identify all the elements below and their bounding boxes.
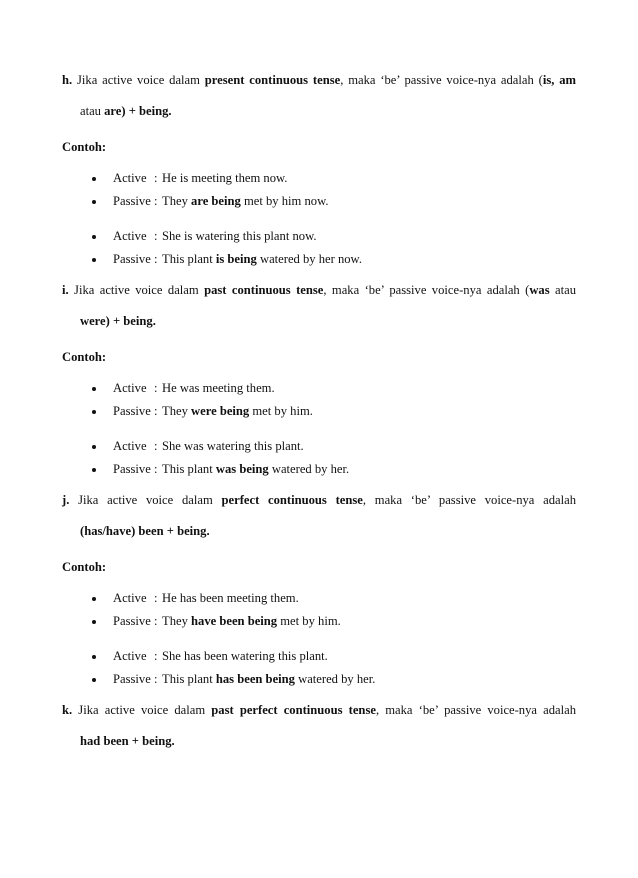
section-letter: j. [62,493,70,507]
text-run: He is meeting them now. [162,171,288,185]
bullet-icon [92,235,96,239]
section-heading-continuation [80,734,175,748]
example-sentence [162,404,313,418]
example-label: Active [113,229,147,243]
bold-text-run: have been being [191,614,278,628]
example-separator: : [154,404,158,418]
text-run: This plant [162,252,216,266]
example-sentence [162,252,362,266]
example-label: Active [113,649,147,663]
example-label: Active [113,439,147,453]
bullet-icon [92,258,96,262]
bold-text-run: were being [191,404,250,418]
example-label: Passive [113,252,151,266]
bullet-icon [92,468,96,472]
bold-text-run: present continuous tense [204,73,341,87]
section-heading-line [62,703,576,717]
text-run: , maka ‘be’ passive voice-nya adalah [362,493,577,507]
example-sentence [162,462,349,476]
text-run: watered by her now. [256,252,362,266]
bullet-icon [92,655,96,659]
text-run: They [162,614,192,628]
example-sentence [162,591,299,605]
bullet-icon [92,678,96,682]
section-letter: k. [62,703,73,717]
example-separator: : [154,381,158,395]
example-separator: : [154,194,158,208]
text-run: They [162,404,192,418]
text-run: atau [80,104,105,118]
example-separator: : [154,614,158,628]
section-heading-continuation [80,524,210,538]
text-run: met by him. [249,404,313,418]
example-sentence [162,229,317,243]
text-run: , maka ‘be’ passive voice-nya adalah [375,703,577,717]
example-label: Passive [113,194,151,208]
example-label: Active [113,381,147,395]
example-separator: : [154,229,158,243]
text-run: atau [549,283,577,297]
section-heading-line [62,493,576,507]
section-letter: h. [62,73,73,87]
contoh-label [62,350,106,364]
text-run: This plant [162,672,216,686]
example-sentence [162,614,341,628]
contoh-label [62,560,106,574]
example-separator: : [154,171,158,185]
section-heading-line [62,73,576,87]
example-sentence [162,439,304,453]
text-run: He has been meeting them. [162,591,299,605]
example-label: Active [113,591,147,605]
example-label: Passive [113,614,151,628]
text-run: watered by her. [268,462,350,476]
text-run: watered by her. [294,672,376,686]
text-run: met by him now. [240,194,329,208]
contoh-text: Contoh: [62,350,107,364]
bold-text-run: past continuous tense [204,283,324,297]
example-sentence [162,672,375,686]
bullet-icon [92,387,96,391]
text-run: They [162,194,192,208]
bold-text-run: perfect continuous tense [221,493,363,507]
bullet-icon [92,410,96,414]
text-run: , maka ‘be’ passive voice-nya adalah ( [323,283,530,297]
example-label: Passive [113,672,151,686]
bold-text-run: are) + being. [104,104,172,118]
example-separator: : [154,462,158,476]
contoh-label [62,140,106,154]
example-label: Active [113,171,147,185]
example-sentence [162,381,275,395]
contoh-text: Contoh: [62,560,107,574]
bold-text-run: was [529,283,550,297]
text-run: She has been watering this plant. [162,649,328,663]
bold-text-run: past perfect continuous tense [211,703,376,717]
text-run: met by him. [277,614,341,628]
example-separator: : [154,252,158,266]
text-run: This plant [162,462,216,476]
bullet-icon [92,177,96,181]
bold-text-run: are being [191,194,241,208]
text-run: He was meeting them. [162,381,275,395]
text-run: Jika active voice dalam [72,73,205,87]
bold-text-run: (has/have) been + being. [80,524,210,538]
bullet-icon [92,445,96,449]
text-run: Jika active voice dalam [69,493,222,507]
text-run: Jika active voice dalam [68,283,205,297]
example-sentence [162,171,287,185]
section-heading-continuation [80,104,172,118]
bold-text-run: has been being [215,672,295,686]
text-run: She is watering this plant now. [162,229,317,243]
text-run: Jika active voice dalam [72,703,212,717]
bullet-icon [92,597,96,601]
example-separator: : [154,649,158,663]
bold-text-run: were) + being. [80,314,156,328]
example-sentence [162,194,329,208]
example-sentence [162,649,328,663]
example-label: Passive [113,404,151,418]
example-separator: : [154,591,158,605]
section-heading-line [62,283,576,297]
bold-text-run: was being [215,462,269,476]
text-run: , maka ‘be’ passive voice-nya adalah ( [340,73,543,87]
example-separator: : [154,439,158,453]
bullet-icon [92,620,96,624]
contoh-text: Contoh: [62,140,107,154]
example-separator: : [154,672,158,686]
section-heading-continuation [80,314,156,328]
bold-text-run: is, am [542,73,577,87]
bold-text-run: had been + being. [80,734,175,748]
text-run: She was watering this plant. [162,439,304,453]
bold-text-run: is being [215,252,257,266]
bullet-icon [92,200,96,204]
example-label: Passive [113,462,151,476]
section-letter: i. [62,283,69,297]
